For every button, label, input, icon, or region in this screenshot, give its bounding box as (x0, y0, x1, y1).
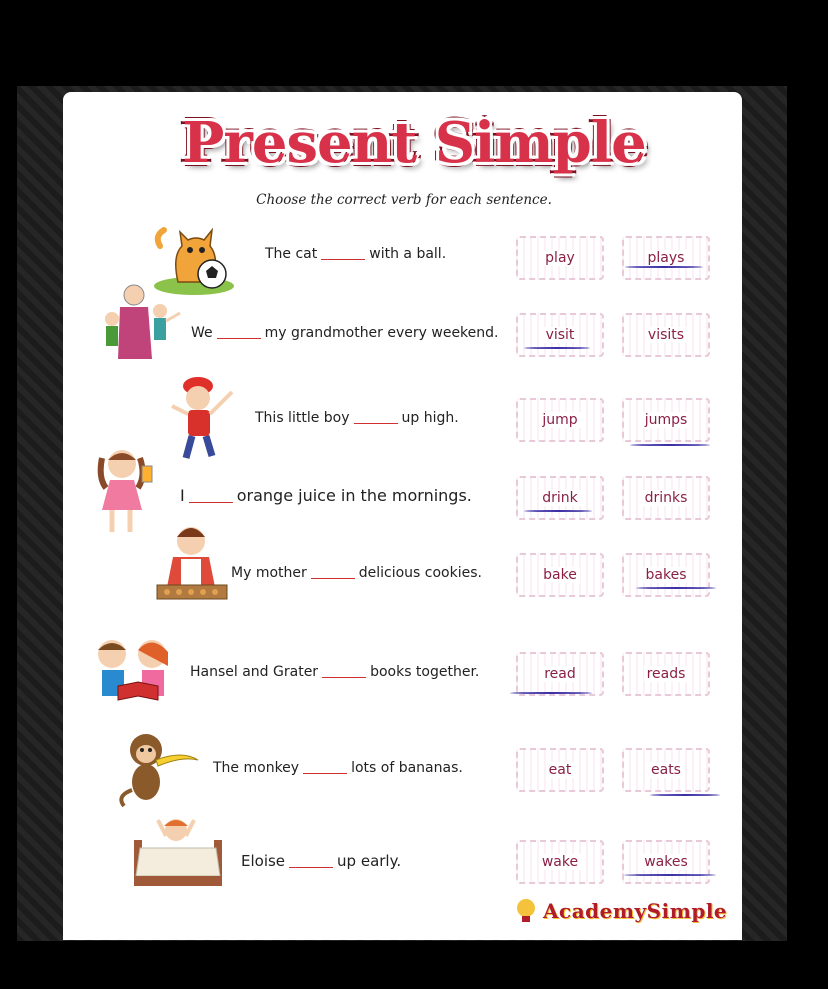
option-a-button[interactable] (516, 748, 604, 792)
monkey-with-banana-icon (112, 730, 204, 814)
question-row (0, 390, 828, 450)
option-label: bake (540, 567, 580, 583)
sentence-start: My mother (231, 565, 307, 581)
answer-blank (289, 867, 333, 868)
sentence-start: This little boy (255, 410, 350, 426)
option-a-button[interactable] (516, 313, 604, 357)
question-row (0, 228, 828, 288)
option-b-button[interactable] (622, 748, 710, 792)
answer-blank (189, 502, 233, 503)
option-label: eat (546, 762, 575, 778)
option-label: visits (645, 327, 687, 343)
option-b-button[interactable] (622, 553, 710, 597)
option-label: plays (645, 250, 688, 266)
sentence-end: books together. (370, 664, 480, 680)
pen-underline-mark (524, 510, 592, 512)
option-label: drinks (642, 490, 691, 506)
question-row (0, 305, 828, 365)
pen-underline-mark (624, 874, 716, 876)
question-row (0, 644, 828, 704)
pen-underline-mark (630, 444, 710, 446)
option-b-button[interactable] (622, 313, 710, 357)
answer-blank (303, 773, 347, 774)
sentence (265, 246, 446, 262)
answer-blank (354, 423, 398, 424)
question-row (0, 740, 828, 800)
worksheet-title: Present Simple (182, 110, 646, 176)
option-label: jumps (642, 412, 691, 428)
mother-with-cookies-icon (155, 523, 229, 611)
option-a-button[interactable] (516, 652, 604, 696)
sentence (180, 486, 472, 505)
girl-drinking-juice-icon (94, 448, 164, 552)
sentence (191, 325, 499, 341)
sentence-end: my grandmother every weekend. (264, 325, 499, 341)
option-a-button[interactable] (516, 553, 604, 597)
sentence (190, 664, 479, 680)
option-a-button[interactable] (516, 840, 604, 884)
sentence (231, 565, 482, 581)
option-label: wakes (641, 854, 691, 870)
sentence-start: The cat (265, 246, 318, 262)
sentence-end: up early. (337, 852, 402, 870)
option-b-button[interactable] (622, 652, 710, 696)
pen-underline-mark (625, 266, 703, 268)
pen-underline-mark (524, 347, 590, 349)
sentence (241, 852, 401, 870)
academy-simple-logo (515, 898, 727, 924)
sentence-end: lots of bananas. (351, 760, 463, 776)
sentence-end: delicious cookies. (358, 565, 482, 581)
option-a-button[interactable] (516, 236, 604, 280)
option-label: eats (648, 762, 684, 778)
sentence-end: orange juice in the mornings. (236, 486, 472, 505)
answer-blank (321, 259, 365, 260)
option-b-button[interactable] (622, 398, 710, 442)
option-b-button[interactable] (622, 840, 710, 884)
question-row (0, 468, 828, 528)
sentence (213, 760, 463, 776)
sentence-start: I (180, 486, 185, 505)
grandmother-with-children-icon (98, 283, 190, 369)
answer-blank (322, 677, 366, 678)
sentence-start: Eloise (241, 852, 286, 870)
children-reading-icon (88, 636, 188, 720)
sentence (255, 410, 459, 426)
worksheet-instruction: Choose the correct verb for each sentence. (256, 192, 552, 208)
pen-underline-mark (650, 794, 720, 796)
option-label: drink (539, 490, 581, 506)
answer-blank (311, 578, 355, 579)
sentence-end: up high. (401, 410, 459, 426)
sentence-start: Hansel and Grater (190, 664, 319, 680)
option-a-button[interactable] (516, 398, 604, 442)
option-label: reads (644, 666, 689, 682)
option-b-button[interactable] (622, 476, 710, 520)
sentence-start: The monkey (213, 760, 300, 776)
logo-text: AcademySimple (543, 899, 728, 923)
option-label: visit (543, 327, 578, 343)
option-label: bakes (643, 567, 690, 583)
jumping-boy-icon (166, 376, 242, 480)
lightbulb-icon (515, 898, 537, 924)
sentence-start: We (191, 325, 213, 341)
girl-in-bed-icon (130, 816, 226, 898)
question-row (0, 832, 828, 892)
option-label: play (542, 250, 578, 266)
pen-underline-mark (510, 692, 592, 694)
question-row (0, 545, 828, 605)
sentence-end: with a ball. (369, 246, 447, 262)
option-b-button[interactable] (622, 236, 710, 280)
option-label: read (541, 666, 579, 682)
option-label: wake (539, 854, 581, 870)
option-label: jump (539, 412, 580, 428)
answer-blank (217, 338, 261, 339)
option-a-button[interactable] (516, 476, 604, 520)
pen-underline-mark (636, 587, 716, 589)
